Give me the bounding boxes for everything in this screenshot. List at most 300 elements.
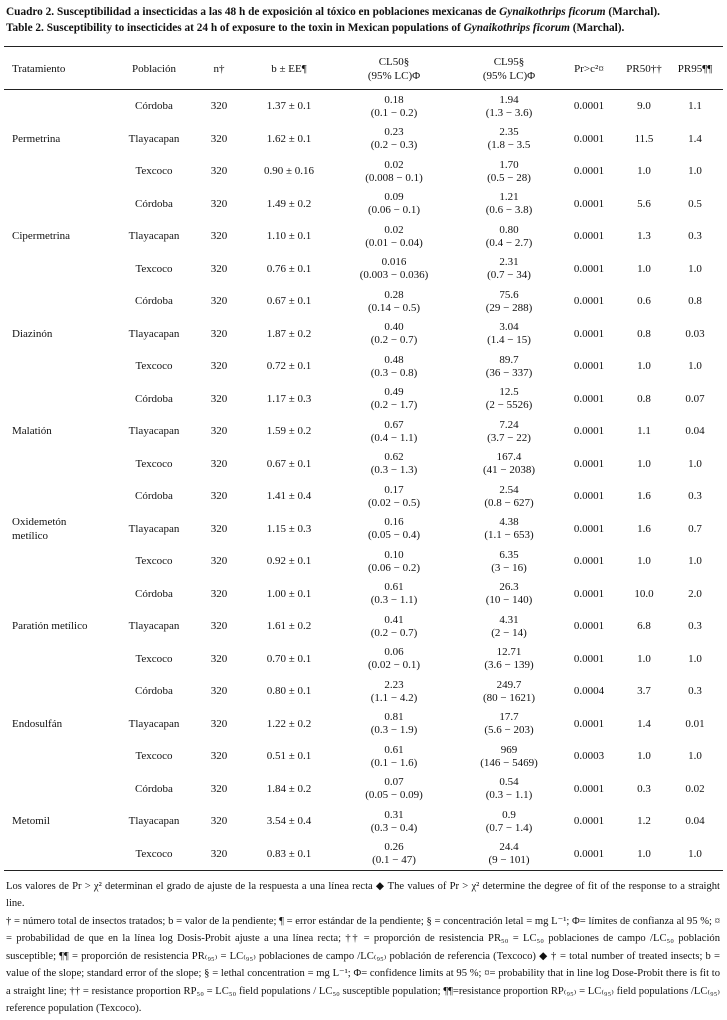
cell-pr50-value: 1.3: [637, 230, 651, 242]
cell-cl50-interval: (0.05 − 0.09): [365, 789, 423, 801]
cell-pr50-value: 0.3: [637, 782, 651, 795]
cell-pr50: [619, 480, 669, 513]
cell-pr95-value: 1.4: [688, 132, 702, 145]
cell-cl95-value: 1.70: [499, 158, 519, 171]
table-row: [4, 253, 723, 286]
cell-poblacion: [109, 188, 199, 221]
cell-pr95: [672, 383, 718, 416]
cell-b: [249, 383, 329, 416]
header-cl50: [344, 50, 444, 88]
cell-pr-value: 0.0001: [573, 100, 605, 112]
cell-cl50-value: 0.31: [384, 808, 404, 821]
cell-poblacion: [109, 740, 199, 773]
cell-n-value: 320: [210, 587, 228, 600]
cell-poblacion: [109, 545, 199, 578]
cell-cl50-interval: (0.4 − 1.1): [370, 431, 418, 444]
cell-pr95-value: 0.8: [688, 295, 702, 307]
cell-pr95: [672, 643, 718, 676]
table-row: [4, 708, 723, 741]
cell-poblacion-value: Córdoba: [135, 197, 173, 210]
cell-b: [249, 805, 329, 838]
header-b: b ± EE¶: [271, 63, 307, 75]
cell-pr-value: 0.0001: [573, 165, 605, 177]
cell-b-value: 1.62 ± 0.1: [266, 132, 312, 145]
cell-b-value: 0.67 ± 0.1: [266, 295, 312, 307]
header-cl95-line2: (95% LC)Φ: [482, 70, 536, 82]
cell-cl95-interval: (41 − 2038): [482, 464, 536, 476]
cell-pr50: [619, 578, 669, 611]
cell-cl95-value: 167.4: [496, 451, 522, 463]
cell-cl95: [459, 155, 559, 188]
table-row: [4, 90, 723, 123]
cell-pr50: [619, 513, 669, 546]
cell-cl50: [344, 220, 444, 253]
cell-b: [249, 675, 329, 708]
cell-n-value: 320: [210, 620, 228, 632]
cell-pr: [564, 155, 614, 188]
cell-pr95: [672, 448, 718, 481]
cell-b-value: 1.84 ± 0.2: [266, 782, 312, 795]
table-row: [4, 838, 723, 871]
cell-pr95-value: 0.07: [685, 392, 705, 405]
cell-b-value: 1.41 ± 0.4: [266, 490, 312, 502]
cell-cl50-value: 0.61: [384, 743, 404, 756]
cell-n: [199, 675, 239, 708]
cell-cl95-value: 0.54: [499, 776, 519, 788]
cell-pr95: [672, 545, 718, 578]
cell-b: [249, 480, 329, 513]
table-row: [4, 545, 723, 578]
cell-pr50-value: 1.0: [637, 847, 651, 860]
cell-pr95: [672, 318, 718, 351]
cell-pr-value: 0.0001: [573, 587, 605, 600]
cell-cl95-value: 1.94: [499, 93, 519, 106]
cell-cl95: [459, 480, 559, 513]
cell-cl95-value: 0.80: [499, 223, 519, 236]
table-row: [4, 773, 723, 806]
cell-pr95-value: 0.3: [688, 620, 702, 632]
cell-pr50-value: 0.8: [637, 327, 651, 340]
cell-poblacion-value: Texcoco: [135, 457, 173, 470]
cell-pr50: [619, 123, 669, 156]
cell-cl50-value: 0.67: [384, 418, 404, 431]
cell-poblacion-value: Tlayacapan: [128, 522, 180, 535]
cell-poblacion: [109, 513, 199, 546]
cell-n: [199, 90, 239, 123]
cell-cl50-value: 0.48: [384, 353, 404, 366]
cell-cl95-interval: (10 − 140): [485, 594, 533, 606]
cell-pr-value: 0.0001: [573, 815, 605, 827]
cell-n: [199, 773, 239, 806]
cell-cl50-interval: (0.3 − 1.1): [370, 594, 418, 606]
cell-pr-value: 0.0001: [573, 847, 605, 860]
cell-n: [199, 643, 239, 676]
cell-pr-value: 0.0001: [573, 197, 605, 210]
treatment-name-line: metílico: [12, 529, 49, 542]
header-poblacion: Población: [132, 63, 176, 75]
cell-pr95-value: 0.03: [685, 327, 705, 340]
cell-cl95-interval: (0.8 − 627): [484, 496, 534, 509]
cell-pr50: [619, 90, 669, 123]
cell-cl95-interval: (1.1 − 653): [484, 529, 534, 541]
cell-n: [199, 610, 239, 643]
treatment-name-line: Cipermetrina: [12, 230, 71, 243]
cell-n-value: 320: [210, 717, 228, 730]
cell-cl95: [459, 513, 559, 546]
cell-cl50: [344, 415, 444, 448]
cell-poblacion: [109, 643, 199, 676]
cell-cl95-value: 4.38: [499, 516, 519, 528]
cell-cl50: [344, 480, 444, 513]
cell-b: [249, 188, 329, 221]
cell-pr50: [619, 350, 669, 383]
cell-poblacion-value: Córdoba: [135, 392, 173, 405]
treatment-name: [12, 619, 87, 633]
cell-pr95: [672, 285, 718, 318]
cell-poblacion-value: Texcoco: [135, 750, 173, 762]
cell-pr50-value: 1.0: [637, 457, 651, 470]
cell-pr: [564, 90, 614, 123]
cell-b-value: 1.22 ± 0.2: [266, 717, 312, 730]
cell-cl95: [459, 740, 559, 773]
treatment-name: [12, 814, 50, 828]
cell-b-value: 0.76 ± 0.1: [266, 262, 312, 275]
cell-n-value: 320: [210, 262, 228, 275]
cell-n: [199, 708, 239, 741]
cell-pr50-value: 1.6: [637, 490, 651, 502]
cell-pr50-value: 1.0: [637, 555, 651, 567]
cell-poblacion: [109, 253, 199, 286]
cell-n-value: 320: [210, 522, 228, 535]
cell-cl95: [459, 253, 559, 286]
header-cl95: [459, 50, 559, 88]
cell-pr: [564, 318, 614, 351]
cell-poblacion: [109, 90, 199, 123]
cell-poblacion: [109, 708, 199, 741]
cell-pr50: [619, 740, 669, 773]
cell-pr-value: 0.0001: [573, 262, 605, 275]
cell-cl50: [344, 805, 444, 838]
cell-pr50: [619, 643, 669, 676]
cell-cl50-interval: (0.3 − 0.8): [370, 366, 418, 379]
cell-pr95: [672, 350, 718, 383]
cell-b-value: 1.15 ± 0.3: [266, 522, 312, 535]
cell-cl95-interval: (0.3 − 1.1): [485, 789, 533, 801]
cell-pr95-value: 0.3: [688, 490, 702, 502]
cell-cl50-value: 0.49: [384, 386, 404, 398]
cell-b-value: 0.92 ± 0.1: [266, 555, 312, 567]
cell-pr-value: 0.0001: [573, 392, 605, 405]
cell-n-value: 320: [210, 392, 228, 405]
cell-poblacion-value: Texcoco: [135, 555, 173, 567]
cell-cl50: [344, 838, 444, 871]
cell-cl95-value: 24.4: [499, 841, 519, 853]
cell-poblacion: [109, 480, 199, 513]
cell-pr-value: 0.0001: [573, 360, 605, 372]
caption-spanish: Cuadro 2. Susceptibilidad a insecticidas a las 48 h de exposición al tóxico en poblaciones mexicanas de Gynaikothrips ficorum (Marchal).: [6, 6, 660, 18]
table-row: [4, 123, 723, 156]
cell-pr: [564, 253, 614, 286]
cell-n: [199, 578, 239, 611]
cell-pr95: [672, 123, 718, 156]
cell-b: [249, 285, 329, 318]
cell-b-value: 1.61 ± 0.2: [266, 620, 312, 632]
cell-pr-value: 0.0001: [573, 457, 605, 470]
cell-cl95: [459, 123, 559, 156]
cell-cl50: [344, 610, 444, 643]
cell-pr50-value: 1.0: [637, 652, 651, 665]
cell-pr95-value: 1.0: [688, 262, 702, 275]
cell-pr50: [619, 285, 669, 318]
cell-poblacion-value: Tlayacapan: [128, 327, 180, 340]
cell-pr50-value: 0.8: [637, 392, 651, 405]
cell-cl50: [344, 513, 444, 546]
cell-cl95-value: 6.35: [499, 548, 519, 561]
cell-pr50: [619, 708, 669, 741]
cell-pr: [564, 578, 614, 611]
cell-cl50-value: 0.06: [384, 646, 404, 658]
cell-poblacion: [109, 610, 199, 643]
cell-pr: [564, 480, 614, 513]
cell-cl50-value: 0.23: [384, 126, 404, 138]
treatment-name-line: Malatión: [12, 425, 52, 438]
cell-cl95-value: 2.35: [499, 126, 519, 138]
cell-cl50: [344, 448, 444, 481]
cell-cl50-interval: (0.2 − 0.3): [370, 139, 418, 151]
cell-cl50-value: 2.23: [384, 678, 404, 691]
cell-cl95: [459, 643, 559, 676]
cell-cl50-value: 0.02: [384, 223, 404, 236]
cell-pr50: [619, 838, 669, 871]
table-row: [4, 415, 723, 448]
cell-b: [249, 545, 329, 578]
cell-b: [249, 90, 329, 123]
cell-pr-value: 0.0001: [573, 652, 605, 665]
cell-b-value: 0.51 ± 0.1: [266, 750, 312, 762]
cell-cl95-interval: (0.7 − 34): [487, 269, 531, 281]
cell-cl50: [344, 188, 444, 221]
cell-pr: [564, 708, 614, 741]
cell-b: [249, 253, 329, 286]
cell-b: [249, 773, 329, 806]
treatment-name: [12, 229, 70, 243]
cell-cl95-value: 2.54: [499, 483, 519, 496]
cell-pr50-value: 1.1: [637, 425, 651, 437]
cell-n: [199, 220, 239, 253]
cell-cl50-interval: (0.06 − 0.1): [367, 204, 421, 216]
cell-pr95: [672, 513, 718, 546]
cell-n: [199, 480, 239, 513]
cell-pr-value: 0.0001: [573, 327, 605, 340]
cell-pr95-value: 1.1: [688, 100, 702, 112]
cell-cl95: [459, 188, 559, 221]
header-cl50-line2: (95% LC)Φ: [367, 70, 421, 82]
cell-b-value: 0.83 ± 0.1: [266, 847, 312, 860]
cell-b: [249, 155, 329, 188]
cell-poblacion-value: Tlayacapan: [128, 132, 180, 145]
cell-cl95: [459, 415, 559, 448]
cell-n: [199, 513, 239, 546]
cell-poblacion: [109, 220, 199, 253]
cell-poblacion: [109, 350, 199, 383]
cell-pr50-value: 6.8: [637, 620, 651, 632]
table-row: [4, 448, 723, 481]
cell-poblacion: [109, 415, 199, 448]
cell-cl50-interval: (0.3 − 1.9): [370, 724, 418, 736]
cell-pr-value: 0.0001: [573, 555, 605, 567]
cell-pr50-value: 0.6: [637, 295, 651, 307]
cell-cl95: [459, 773, 559, 806]
cell-cl50-interval: (0.05 − 0.4): [367, 529, 421, 541]
cell-n: [199, 318, 239, 351]
cell-n-value: 320: [210, 197, 228, 210]
cell-b-value: 0.70 ± 0.1: [266, 652, 312, 665]
cell-cl95: [459, 610, 559, 643]
cell-pr95: [672, 838, 718, 871]
cell-pr50-value: 1.0: [637, 360, 651, 372]
cell-cl50-interval: (0.1 − 47): [372, 854, 416, 866]
cell-pr: [564, 773, 614, 806]
cell-pr50: [619, 610, 669, 643]
cell-pr: [564, 285, 614, 318]
cell-poblacion-value: Tlayacapan: [128, 230, 180, 242]
cell-cl50: [344, 285, 444, 318]
cell-cl95-interval: (3 − 16): [491, 561, 527, 574]
cell-n: [199, 253, 239, 286]
cell-pr50: [619, 155, 669, 188]
cell-pr-value: 0.0003: [573, 750, 605, 762]
cell-pr: [564, 740, 614, 773]
cell-pr95-value: 1.0: [688, 360, 702, 372]
cell-cl50: [344, 253, 444, 286]
cell-poblacion-value: Tlayacapan: [128, 425, 180, 437]
cell-b: [249, 610, 329, 643]
cell-pr95: [672, 253, 718, 286]
cell-poblacion-value: Texcoco: [135, 360, 173, 372]
cell-pr95-value: 0.01: [685, 717, 705, 730]
cell-pr50-value: 1.6: [637, 522, 651, 535]
cell-n-value: 320: [210, 750, 228, 762]
cell-pr95-value: 1.0: [688, 457, 702, 470]
cell-pr: [564, 350, 614, 383]
cell-pr-value: 0.0001: [573, 425, 605, 437]
footnote-symbols: † = número total de insectos tratados; b = valor de la pendiente; ¶ = error estándar de la pendiente; § = concentración letal = mg L⁻¹; Φ= límites de confianza al 95 %; ¤ = probabilidad de que en la línea log Dosis-Probit ajuste a una línea recta; †† = proporción de resistencia PR₅₀ = LC₅₀ poblaciones de campo /LC₅₀ población susceptible; ¶¶ = proporción de resistencia PR₍₉₅₎ = LC₍₉₅₎ poblaciones de campo /LC₍₉₅₎ población de referencia (Texcoco) ◆ † = total number of treated insects; b = value of the slope; standard error of the slope; § = lethal concentration = mg L⁻¹; Φ= confidence limits at 95 %; ¤= probability that in line log Dose-Probit there is fit to a straight line; †† = resistance proportion RP₅₀ = LC₅₀ field populations / LC₅₀ susceptible population; ¶¶=resistance proportion RP₍₉₅₎ = LC₍₉₅₎ field populations /LC₍₉₅₎ reference population (Texcoco).: [6, 916, 720, 1015]
cell-pr95: [672, 740, 718, 773]
table-row: [4, 675, 723, 708]
cell-pr95-value: 0.04: [685, 815, 705, 827]
cell-b: [249, 448, 329, 481]
cell-pr95-value: 0.02: [685, 782, 705, 795]
cell-b: [249, 838, 329, 871]
cell-pr50: [619, 773, 669, 806]
cell-cl50-value: 0.41: [384, 613, 404, 626]
cell-b-value: 1.49 ± 0.2: [266, 197, 312, 210]
cell-cl50: [344, 545, 444, 578]
cell-cl95-interval: (29 − 288): [485, 301, 533, 314]
cell-cl50-value: 0.26: [384, 841, 404, 853]
cell-pr50: [619, 220, 669, 253]
caption-english: Table 2. Susceptibility to insecticides at 24 h of exposure to the toxin in Mexican populations of Gynaikothrips ficorum (Marchal).: [6, 22, 625, 34]
cell-b: [249, 708, 329, 741]
header-cl95-line1: CL95§: [493, 56, 525, 68]
cell-pr: [564, 123, 614, 156]
cell-n-value: 320: [210, 490, 228, 502]
cell-b-value: 1.59 ± 0.2: [266, 425, 312, 437]
table-header: [4, 50, 723, 88]
cell-b-value: 3.54 ± 0.4: [266, 815, 312, 827]
cell-b: [249, 350, 329, 383]
table-row: [4, 188, 723, 221]
cell-cl50-interval: (0.14 − 0.5): [367, 301, 421, 314]
cell-poblacion: [109, 318, 199, 351]
cell-cl95-interval: (0.5 − 28): [487, 171, 531, 184]
cell-cl50-value: 0.09: [384, 191, 404, 203]
cell-pr95: [672, 415, 718, 448]
cell-cl50-value: 0.17: [384, 483, 404, 496]
cell-cl95-interval: (1.3 − 3.6): [485, 106, 533, 119]
cell-cl50: [344, 350, 444, 383]
cell-b-value: 0.67 ± 0.1: [266, 457, 312, 470]
cell-pr95-value: 1.0: [688, 750, 702, 762]
table-row: [4, 350, 723, 383]
cell-b-value: 1.37 ± 0.1: [266, 100, 312, 112]
table-row: [4, 578, 723, 611]
cell-poblacion-value: Córdoba: [135, 685, 173, 697]
cell-pr95: [672, 578, 718, 611]
cell-cl95-value: 17.7: [499, 711, 519, 723]
cell-cl50: [344, 90, 444, 123]
cell-cl95: [459, 675, 559, 708]
cell-poblacion: [109, 675, 199, 708]
cell-pr-value: 0.0001: [573, 717, 605, 730]
cell-cl95-value: 26.3: [499, 581, 519, 593]
cell-pr95-value: 0.5: [688, 197, 702, 210]
cell-cl95: [459, 448, 559, 481]
cell-cl95: [459, 383, 559, 416]
cell-cl50-interval: (1.1 − 4.2): [370, 691, 418, 704]
cell-poblacion: [109, 805, 199, 838]
treatment-name: [12, 717, 62, 731]
cell-pr50-value: 1.0: [637, 262, 651, 275]
treatment-name-line: Permetrina: [12, 132, 61, 145]
cell-cl50-interval: (0.3 − 0.4): [370, 821, 418, 834]
cell-cl95-interval: (2 − 14): [491, 626, 527, 639]
cell-pr50-value: 10.0: [634, 587, 654, 600]
cell-n-value: 320: [210, 815, 228, 827]
cell-cl95-interval: (0.7 − 1.4): [485, 821, 533, 834]
cell-poblacion-value: Córdoba: [135, 587, 173, 600]
cell-poblacion: [109, 578, 199, 611]
cell-poblacion-value: Tlayacapan: [128, 717, 180, 730]
treatment-name-line: Oxidemetón: [12, 515, 67, 528]
cell-cl50: [344, 675, 444, 708]
cell-pr50: [619, 253, 669, 286]
cell-n-value: 320: [210, 360, 228, 372]
cell-pr: [564, 545, 614, 578]
table-caption: [6, 4, 722, 36]
cell-n: [199, 383, 239, 416]
cell-cl95-interval: (36 − 337): [485, 366, 533, 379]
cell-n-value: 320: [210, 685, 228, 697]
treatment-name-line: Paratión metílico: [12, 620, 88, 633]
cell-cl50: [344, 773, 444, 806]
cell-b-value: 1.00 ± 0.1: [266, 587, 312, 600]
cell-pr50-value: 1.2: [637, 815, 651, 827]
cell-pr-value: 0.0001: [573, 522, 605, 535]
cell-poblacion-value: Tlayacapan: [128, 620, 180, 632]
cell-pr95-value: 0.3: [688, 685, 702, 697]
table-row: [4, 318, 723, 351]
